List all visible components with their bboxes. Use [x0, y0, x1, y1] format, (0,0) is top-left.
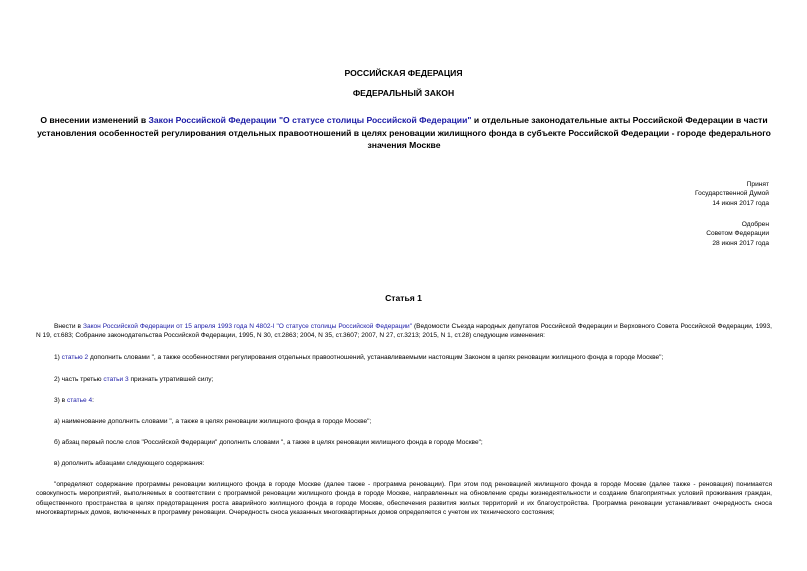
- approval-block: [706, 220, 769, 248]
- subparagraph-b: б) абзац первый после слов "Российской Федерации" дополнить словами ", а также в целях реновации жилищного фонда в городе Москве";: [54, 439, 483, 446]
- intro-text-1: Внести в: [54, 323, 83, 330]
- adoption-date: 14 июня 2017 года: [712, 199, 769, 207]
- approval-date: 28 июня 2017 года: [712, 239, 769, 247]
- paragraph-1-text-2: дополнить словами ", а также особенностями регулирования отдельных правоотношений, устанавливаемыми настоящим Законом в целях реновации жилищного фонда в городе Москве";: [88, 354, 664, 361]
- approval-line-1: Одобрен: [741, 221, 769, 228]
- adoption-block: [695, 180, 769, 208]
- law-title-text-1: О внесении изменений в: [40, 115, 149, 125]
- intro-paragraph: [36, 322, 772, 341]
- law-title: [28, 114, 780, 152]
- article-2-link[interactable]: статью 2: [61, 354, 89, 361]
- approval-line-2: Советом Федерации: [706, 230, 769, 238]
- federation-heading: РОССИЙСКАЯ ФЕДЕРАЦИЯ: [344, 68, 463, 78]
- article-4-link[interactable]: статье 4: [66, 397, 93, 404]
- article-3-link[interactable]: статьи 3: [103, 376, 129, 383]
- article-title: Статья 1: [385, 293, 422, 303]
- adoption-line-2: Государственной Думой: [695, 190, 769, 198]
- paragraph-3-text-1: 3) в: [54, 397, 67, 404]
- intro-law-link[interactable]: Закон Российской Федерации от 15 апреля 1993 года N 4802-I "О статусе столицы Российской Федерации": [83, 323, 413, 330]
- adoption-line-1: Принят: [746, 181, 769, 188]
- paragraph-2-text-2: признать утратившей силу;: [128, 376, 214, 383]
- paragraph-3-text-2: :: [92, 397, 94, 404]
- paragraph-1: [36, 353, 772, 362]
- law-title-link[interactable]: Закон Российской Федерации "О статусе столицы Российской Федерации": [148, 115, 472, 125]
- paragraph-3: [36, 396, 772, 405]
- paragraph-2-text-1: 2) часть третью: [54, 376, 104, 383]
- subparagraph-v: в) дополнить абзацами следующего содержания:: [54, 460, 205, 467]
- subparagraph-a: а) наименование дополнить словами ", а также в целях реновации жилищного фонда в городе Москве";: [54, 418, 372, 425]
- paragraph-1-text-1: 1): [54, 354, 62, 361]
- law-title-text-2: и отдельные законодательные акты Российской Федерации в части установления особенностей регулирования отдельных правоотношений в целях реновации жилищного фонда в субъекте Российской Федерации - городе федерального значения Москве: [37, 115, 771, 150]
- quoted-paragraph: "определяют содержание программы реновации жилищного фонда в городе Москве (далее также - программа реновации). При этом под реновацией жилищного фонда в городе Москве (далее также - реновация) понимается совокупность мероприятий, выполняемых в соответствии с программой реновации жилищного фонда в городе Москве, направленных на обновление среды жизнедеятельности и создание благоприятных условий проживания граждан, общественного пространства в целях предотвращения роста аварийного жилищного фонда в городе Москве, обеспечения развития жилых территорий и их благоустройства. Программа реновации устанавливает очередность сноса многоквартирных домов, включенных в программу реновации. Очередность сноса указанных многоквартирных домов определяется с учетом их технического состояния;: [36, 481, 772, 516]
- law-type-heading: ФЕДЕРАЛЬНЫЙ ЗАКОН: [352, 88, 455, 98]
- intro-text-2: (Ведомости Съезда народных депутатов Российской Федерации и Верховного Совета Российской Федерации, 1993, N 19, ст.683; Собрание законодательства Российской Федерации, 1995, N 30, ст.2863; 2004, N 35, ст.3607; 2007, N 27, ст.3213; 2015, N 1, ст.28) следующие изменения:: [36, 323, 772, 340]
- paragraph-2: [36, 375, 772, 384]
